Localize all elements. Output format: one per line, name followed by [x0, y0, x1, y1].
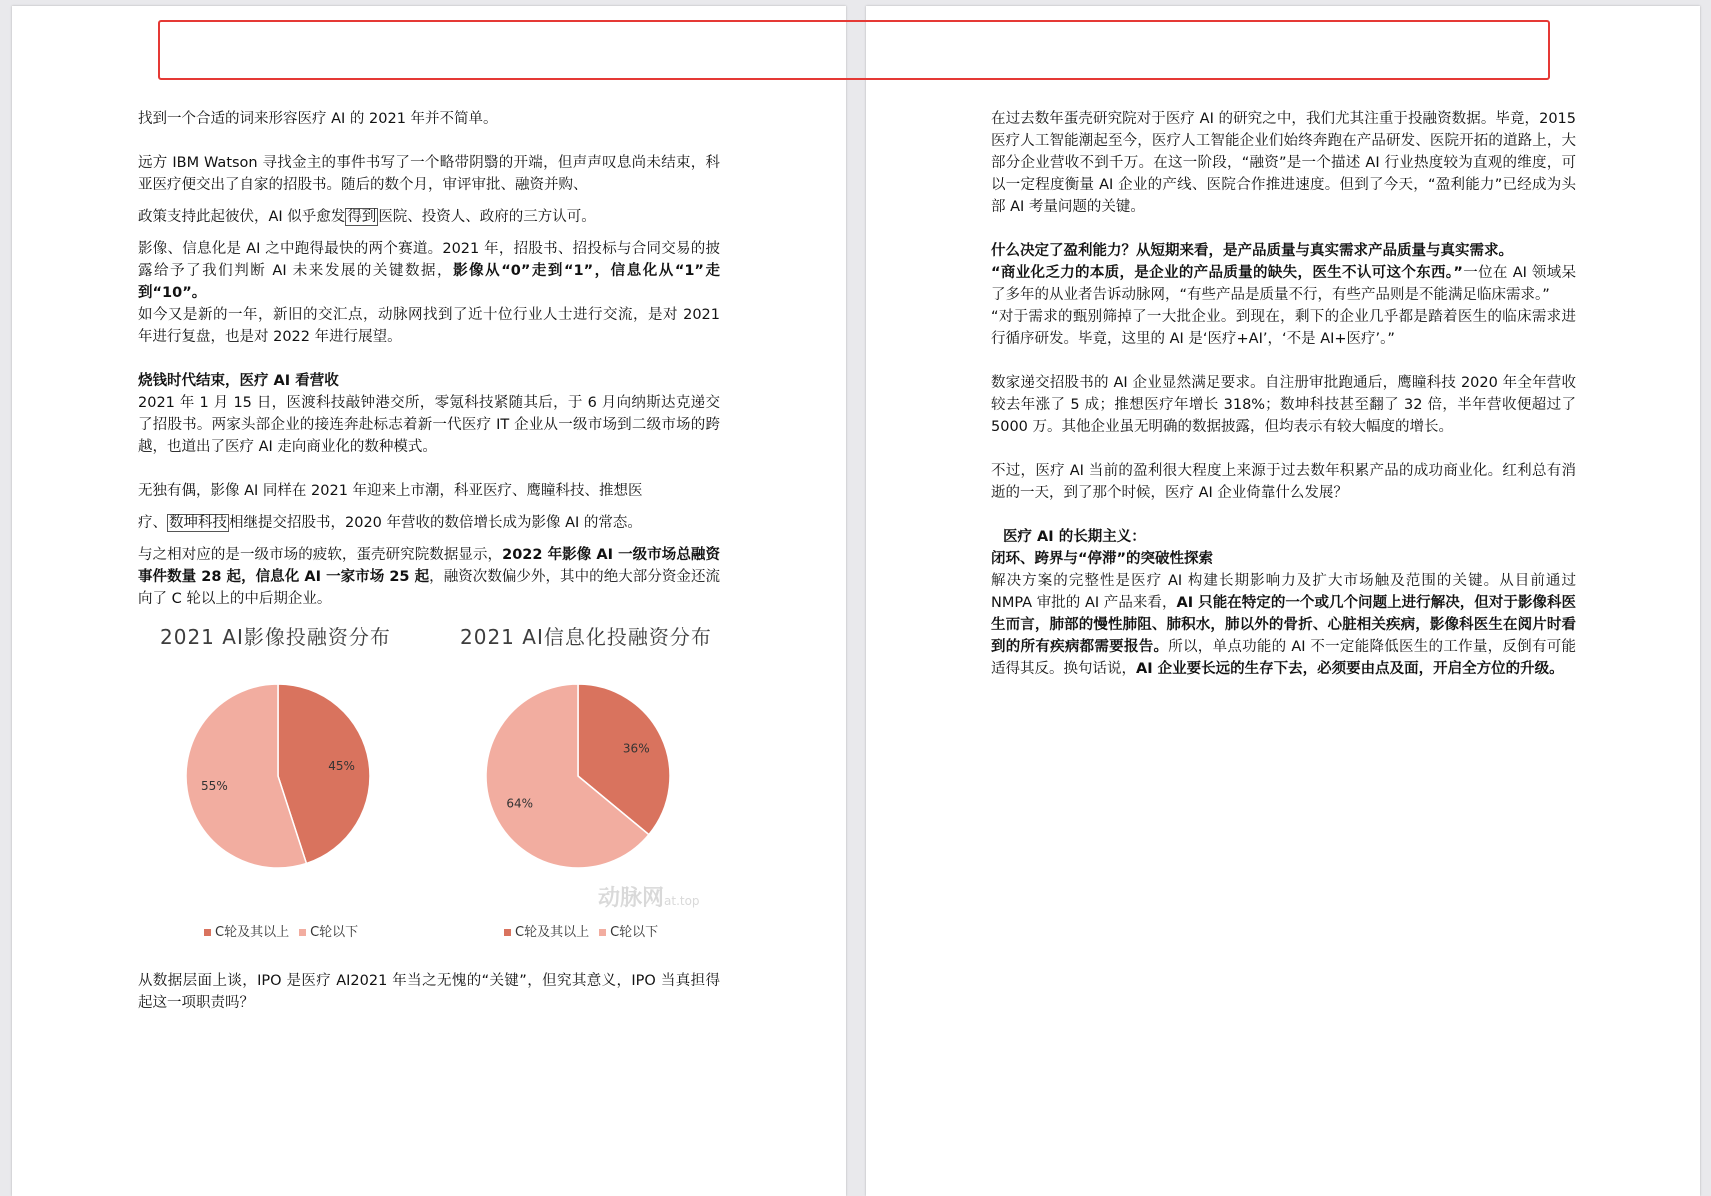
paragraph: 远方 IBM Watson 寻找金主的事件书写了一个略带阴翳的开端，但声声叹息尚未结束，科亚医疗便交出了自家的招股书。随后的数个月，审评审批、融资并购、: [138, 155, 720, 193]
text: 解决方案的完整性是医疗 AI 构建长期影响力及扩大市场触及范围的关键。从目前通过 NMPA 审批的 AI 产品来看，: [991, 573, 1576, 611]
chart-legend: [204, 922, 358, 944]
paragraph: [138, 512, 720, 534]
slice-data-label: 36%: [622, 741, 650, 756]
text: 医院、投资人、政府的三方认可。: [378, 209, 596, 225]
text: 一位在 AI 领域呆了多年的从业者告诉动脉网，“有些产品是质量不行，有些产品则是不能满足临床需求。”: [991, 265, 1576, 303]
watermark-logo: [598, 888, 700, 912]
bold-text: AI 只能在特定的一个或几个问题上进行解决，但对于影像科医生而言，肺部的慢性肺阻、肺积水，肺以外的骨折、心脏相关疾病，影像科医生在阅片时看到的所有疾病都需要报告。: [991, 595, 1576, 655]
legend-item: [599, 922, 658, 944]
paragraph: 不过，医疗 AI 当前的盈利很大程度上来源于过去数年积累产品的成功商业化。红利总有消逝的一天，到了那个时候，医疗 AI 企业倚靠什么发展？: [991, 463, 1576, 501]
pie-charts-figure: [138, 626, 720, 956]
left-page-content: [138, 108, 720, 1014]
chart-title: 2021 AI影像投融资分布: [160, 625, 391, 649]
chart-title: 2021 AI信息化投融资分布: [460, 625, 712, 649]
paragraph: [138, 206, 720, 228]
paragraph: [138, 544, 720, 610]
pie-chart-informatization: [468, 666, 688, 886]
bold-text: “商业化乏力的本质，是企业的产品质量的缺失，医生不认可这个东西。”: [991, 265, 1463, 281]
highlighted-word[interactable]: 数坤科技: [169, 515, 227, 531]
paragraph: 2021 年 1 月 15 日，医渡科技敲钟港交所，零氪科技紧随其后，于 6 月向纳斯达克递交了招股书。两家头部企业的接连奔赴标志着新一代医疗 IT 企业从一级市场到二级市场的跨越，也道出了医疗 AI 走向商业化的数种模式。: [138, 395, 720, 455]
paragraph: [991, 570, 1576, 680]
section-heading: 医疗 AI 的长期主义：: [1003, 529, 1146, 545]
legend-label: C轮以下: [610, 925, 659, 940]
text: 与之相对应的是一级市场的疲软，蛋壳研究院数据显示，: [138, 547, 503, 563]
slice-data-label: 45%: [328, 758, 355, 773]
legend-swatch: [504, 929, 511, 936]
paragraph: 数家递交招股书的 AI 企业显然满足要求。自注册审批跑通后，鹰瞳科技 2020 年全年营收较去年涨了 5 成；推想医疗年增长 318%；数坤科技甚至翻了 32 倍，半年营收便超过了 5000 万。其他企业虽无明确的数据披露，但均表示有较大幅度的增长。: [991, 375, 1576, 435]
legend-swatch: [204, 929, 211, 936]
legend-swatch: [599, 929, 606, 936]
slice-data-label: 55%: [201, 779, 228, 794]
legend-swatch: [299, 929, 306, 936]
paragraph: 在过去数年蛋壳研究院对于医疗 AI 的研究之中，我们尤其注重于投融资数据。毕竟，2015 医疗人工智能潮起至今，医疗人工智能企业们始终奔跑在产品研发、医院开拓的道路上，大部分企业营收不到千万。在这一阶段，“融资”是一个描述 AI 行业热度较为直观的维度，可以一定程度衡量 AI 企业的产线、医院合作推进速度。但到了今天，“盈利能力”已经成为头部 AI 考量问题的关键。: [991, 111, 1576, 215]
paragraph: 如今又是新的一年，新旧的交汇点，动脉网找到了近十位行业人士进行交流，是对 2021 年进行复盘，也是对 2022 年进行展望。: [138, 307, 720, 345]
text: 影像、信息化是 AI 之中跑得最快的两个赛道。2021 年，招股书、招投标与合同交易的披露给予了我们判断 AI 未来发展的关键数据，: [138, 241, 720, 279]
legend-item: [204, 922, 289, 944]
highlighted-word[interactable]: 得到: [347, 209, 377, 225]
pie-chart-imaging: [168, 666, 388, 886]
watermark-text: 动脉网: [598, 886, 665, 911]
paragraph: “对于需求的甄别筛掉了一大批企业。到现在，剩下的企业几乎都是踏着医生的临床需求进行循序研发。毕竟，这里的 AI 是‘医疗+AI’，‘不是 AI+医疗’。”: [991, 309, 1576, 347]
bold-text: AI 企业要长远的生存下去，必须要由点及面，开启全方位的升级。: [1136, 661, 1564, 677]
bold-text: 2022 年影像 AI 一级市场总融资事件数量 28 起，信息化 AI 一家市场 25 起: [138, 547, 720, 585]
legend-label: C轮及其以上: [215, 925, 290, 940]
text: 所以，单点功能的 AI 不一定能降低医生的工作量，反倒有可能适得其反。换句话说，: [991, 639, 1577, 677]
section-subheading: 闭环、跨界与“停滞”的突破性探索: [991, 551, 1214, 567]
selection-highlight-box: [158, 20, 1550, 80]
section-heading: 什么决定了盈利能力？从短期来看，是产品质量与真实需求产品质量与真实需求。: [991, 243, 1513, 259]
paragraph: 无独有偶，影像 AI 同样在 2021 年迎来上市潮，科亚医疗、鹰瞳科技、推想医: [138, 483, 643, 499]
section-heading: 烧钱时代结束，医疗 AI 看营收: [138, 373, 339, 389]
legend-label: C轮以下: [310, 925, 359, 940]
legend-label: C轮及其以上: [515, 925, 590, 940]
text: 政策支持此起彼伏，AI 似乎愈发: [138, 209, 346, 225]
right-page-content: [991, 108, 1576, 680]
paragraph: 找到一个合适的词来形容医疗 AI 的 2021 年并不简单。: [138, 111, 498, 127]
paragraph: 从数据层面上谈，IPO 是医疗 AI2021 年当之无愧的“关键”，但究其意义，IPO 当真担得起这一项职责吗？: [138, 973, 720, 1011]
bold-text: 影像从“0”走到“1”，信息化从“1”走到“10”。: [138, 263, 720, 301]
text: ，融资次数偏少外，其中的绝大部分资金还流向了 C 轮以上的中后期企业。: [138, 569, 720, 607]
text: 相继提交招股书，2020 年营收的数倍增长成为影像 AI 的常态。: [229, 515, 642, 531]
paragraph: [991, 262, 1576, 306]
text: 疗、: [138, 515, 167, 531]
watermark-subtext: at.top: [664, 894, 700, 908]
paragraph: [138, 238, 720, 304]
legend-item: [299, 922, 358, 944]
chart-legend: [504, 922, 658, 944]
legend-item: [504, 922, 589, 944]
slice-data-label: 64%: [506, 796, 534, 811]
